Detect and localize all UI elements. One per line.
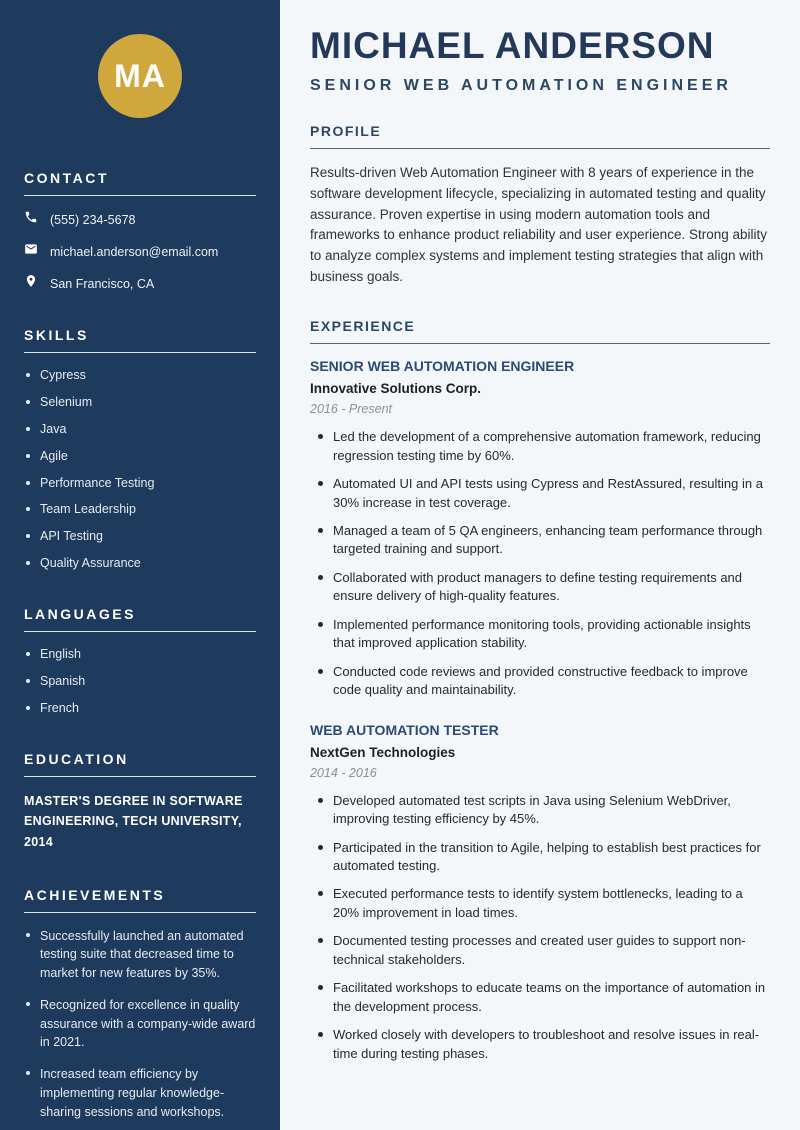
job-bullet: Conducted code reviews and provided constructive feedback to improve code quality and maintainability. [316,663,770,700]
job-bullet-list [310,792,770,1063]
languages-list [24,646,256,717]
profile-section [310,123,770,289]
location-text: San Francisco, CA [50,276,155,291]
job-bullet: Implemented performance monitoring tools, providing actionable insights that improved application stability. [316,616,770,653]
education-section [24,751,256,853]
avatar [98,34,182,118]
phone-number: (555) 234-5678 [50,212,136,227]
skill-item: Java [24,421,256,438]
contact-row-location [24,274,256,293]
job-bullet: Led the development of a comprehensive automation framework, reducing regression testing time by 60%. [316,428,770,465]
main-content [280,0,800,1130]
achievement-item: Increased team efficiency by implementing regular knowledge-sharing sessions and workshops. [24,1065,256,1121]
achievement-item: Recognized for excellence in quality assurance with a company-wide award in 2021. [24,996,256,1052]
job-bullet: Developed automated test scripts in Java using Selenium WebDriver, improving testing efficiency by 45%. [316,792,770,829]
contact-heading: CONTACT [24,170,256,196]
skill-item: Cypress [24,367,256,384]
job-bullet: Managed a team of 5 QA engineers, enhancing team performance through targeted training and support. [316,522,770,559]
skill-item: Team Leadership [24,501,256,518]
profile-heading: PROFILE [310,123,770,149]
job-dates: 2014 - 2016 [310,765,377,780]
skill-item: Agile [24,448,256,465]
avatar-initials: MA [114,57,166,94]
job-bullet: Documented testing processes and created user guides to support non-technical stakeholders. [316,932,770,969]
skill-item: API Testing [24,528,256,545]
job-title: WEB AUTOMATION TESTER [310,721,499,738]
job-bullet: Executed performance tests to identify system bottlenecks, leading to a 20% improvement in load times. [316,885,770,922]
job-title: SENIOR WEB AUTOMATION ENGINEER [310,358,575,375]
person-title: SENIOR WEB AUTOMATION ENGINEER [310,76,732,94]
contact-row-email [24,242,256,261]
avatar-wrap [24,34,256,118]
languages-heading: LANGUAGES [24,606,256,632]
job-company: NextGen Technologies [310,744,456,760]
education-heading: EDUCATION [24,751,256,777]
email-icon [24,242,38,261]
job-bullet: Participated in the transition to Agile, helping to establish best practices for automated testing. [316,839,770,876]
email-address: michael.anderson@email.com [50,244,219,259]
language-item: English [24,646,256,663]
skill-item: Quality Assurance [24,555,256,572]
achievements-heading: ACHIEVEMENTS [24,887,256,913]
achievements-section [24,887,256,1122]
job-company: Innovative Solutions Corp. [310,381,482,397]
job-dates: 2016 - Present [310,402,392,417]
job-bullet-list [310,428,770,699]
achievements-list [24,927,256,1122]
job-bullet: Worked closely with developers to troubleshoot and resolve issues in real-time during testing phases. [316,1026,770,1063]
contact-section [24,170,256,293]
experience-heading: EXPERIENCE [310,318,770,344]
job-bullet: Automated UI and API tests using Cypress and RestAssured, resulting in a 30% increase in test coverage. [316,475,770,512]
skills-section [24,327,256,572]
language-item: Spanish [24,673,256,690]
experience-section [310,318,770,1063]
job-bullet: Facilitated workshops to educate teams on the importance of automation in the development process. [316,979,770,1016]
achievement-item: Successfully launched an automated testing suite that decreased time to market for new features by 35%. [24,927,256,983]
job-entry [310,722,770,1063]
education-text: MASTER'S DEGREE IN SOFTWARE ENGINEERING, TECH UNIVERSITY, 2014 [24,793,243,849]
location-icon [24,274,38,293]
skills-heading: SKILLS [24,327,256,353]
contact-row-phone [24,210,256,229]
skill-item: Performance Testing [24,475,256,492]
sidebar [0,0,280,1130]
job-bullet: Collaborated with product managers to define testing requirements and ensure delivery of high-quality features. [316,569,770,606]
profile-text: Results-driven Web Automation Engineer with 8 years of experience in the software development lifecycle, specializing in automated testing and quality assurance. Proven expertise in using modern automation tools and frameworks to enhance product reliability and user experience. Strong ability to analyze complex systems and implement testing strategies that align with business goals. [310,164,767,285]
language-item: French [24,700,256,717]
languages-section [24,606,256,717]
skills-list [24,367,256,572]
job-entry [310,358,770,699]
phone-icon [24,210,38,229]
skill-item: Selenium [24,394,256,411]
person-name: MICHAEL ANDERSON [310,25,715,66]
